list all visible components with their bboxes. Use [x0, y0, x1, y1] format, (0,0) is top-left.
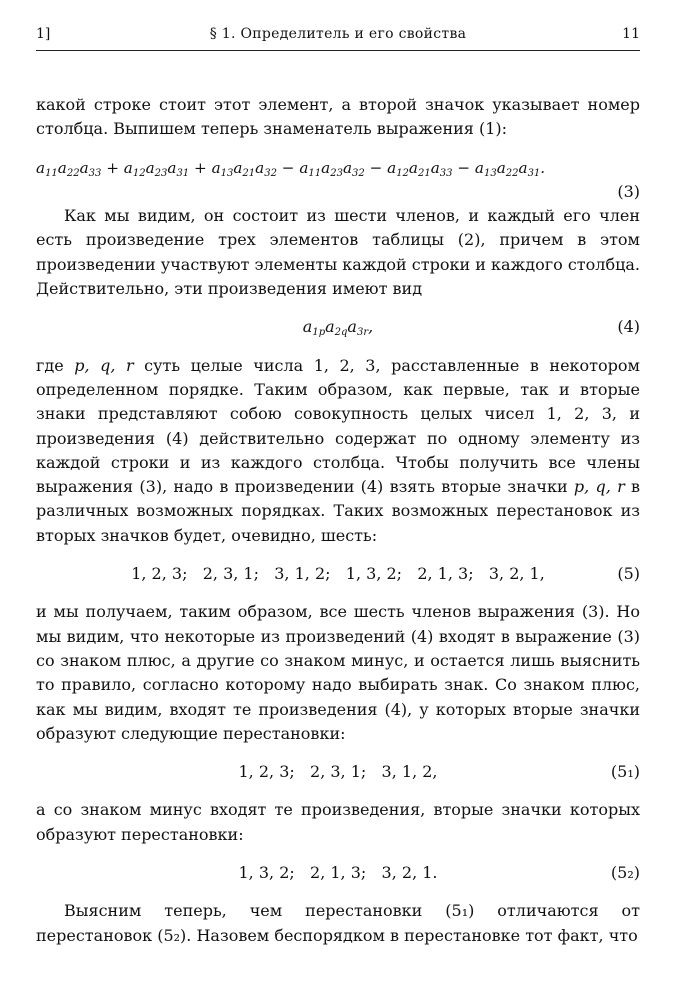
math-vars: p, q, r — [74, 355, 134, 375]
term: $a_{12}a_{21}a_{33}$ — [387, 158, 453, 179]
equation-5-1-formula: 1, 2, 3; 2, 3, 1; 3, 1, 2, — [238, 762, 438, 782]
equation-5-1-number: (5₁) — [610, 762, 640, 782]
equation-3-formula — [36, 156, 545, 180]
book-page — [36, 24, 640, 945]
paragraph-1: какой строке стоит этот элемент, а второй значок указывает номер столбца. Выпишем теперь знаменатель выражения (1): — [36, 95, 640, 139]
running-header — [36, 24, 640, 51]
paragraph-4: и мы получаем, таким образом, все шесть членов выражения (3). Но мы видим, что некоторые из произведений (4) входят в выражение (3) со знаком плюс, а другие со знаком минус, и остается лишь выяснить то правило, согласно которому надо выбирать знак. Со знаком плюс, как мы видим, входят те произведения (4), у которых вторые значки образуют следующие перестановки: — [36, 602, 640, 743]
operator: + — [194, 158, 207, 177]
paragraph-3 — [36, 354, 640, 548]
chapter-mark: 1] — [36, 26, 51, 42]
operator: + — [106, 158, 119, 177]
term: $a_{11}a_{22}a_{33}$ — [36, 158, 102, 179]
term: $a_{12}a_{23}a_{31}$ — [123, 158, 190, 179]
term: $a_{13}a_{22}a_{31}$. — [474, 158, 546, 179]
page-number: 11 — [622, 26, 640, 42]
equation-3 — [36, 156, 640, 205]
equation-5 — [36, 562, 640, 586]
math-vars: p, q, r — [573, 477, 625, 497]
term: $a_{13}a_{21}a_{32}$ — [211, 158, 277, 179]
paragraph-5: а со знаком минус входят те произведения, вторые значки которых образуют перестановки: — [36, 800, 640, 844]
equation-5-2-formula: 1, 3, 2; 2, 1, 3; 3, 2, 1. — [238, 863, 438, 883]
equation-5-1 — [36, 760, 640, 784]
equation-5-2 — [36, 861, 640, 885]
paragraph-6: Выясним теперь, чем перестановки (5₁) отличаются от перестановок (5₂). Назовем беспорядком в перестановке тот факт, что — [36, 901, 640, 945]
equation-4-number: (4) — [617, 317, 640, 337]
operator: − — [281, 158, 295, 177]
running-title: § 1. Определитель и его свойства — [209, 26, 467, 42]
equation-3-number: (3) — [617, 181, 640, 201]
operator: − — [369, 158, 383, 177]
term: $a_{11}a_{23}a_{32}$ — [299, 158, 365, 179]
text-run: где — [36, 355, 75, 375]
paragraph-2: Как мы видим, он состоит из шести членов, и каждый его член есть произведение трех элементов таблицы (2), причем в этом произведении участвуют элементы каждой строки и каждого столбца. Действительно, эти произведения имеют вид — [36, 206, 640, 299]
equation-5-formula: 1, 2, 3; 2, 3, 1; 3, 1, 2; 1, 3, 2; 2, 1, 3; 3, 2, 1, — [131, 564, 545, 584]
operator: − — [457, 158, 471, 177]
equation-5-2-number: (5₂) — [610, 863, 640, 883]
text-run: суть целые числа 1, 2, 3, расставленные в некотором определенном порядке. Таким образом, как первые, так и вторые знаки представляют собою совокупность целых чисел 1, 2, 3, и произведения (4) действительно содержат по одному элементу из каждой строки и из каждого столбца. Чтобы получить все члены выражения (3), надо в произведении (4) взять вторые значки — [36, 355, 640, 497]
text-run: в различных возможных порядках. Таких возможных перестановок из вторых значков будет, очевидно, шесть: — [36, 477, 640, 545]
equation-5-number: (5) — [617, 564, 640, 584]
page-body — [36, 93, 640, 948]
equation-4 — [36, 315, 640, 339]
equation-4-formula: $a_{1p}a_{2q}a_{3r}$, — [302, 317, 374, 339]
